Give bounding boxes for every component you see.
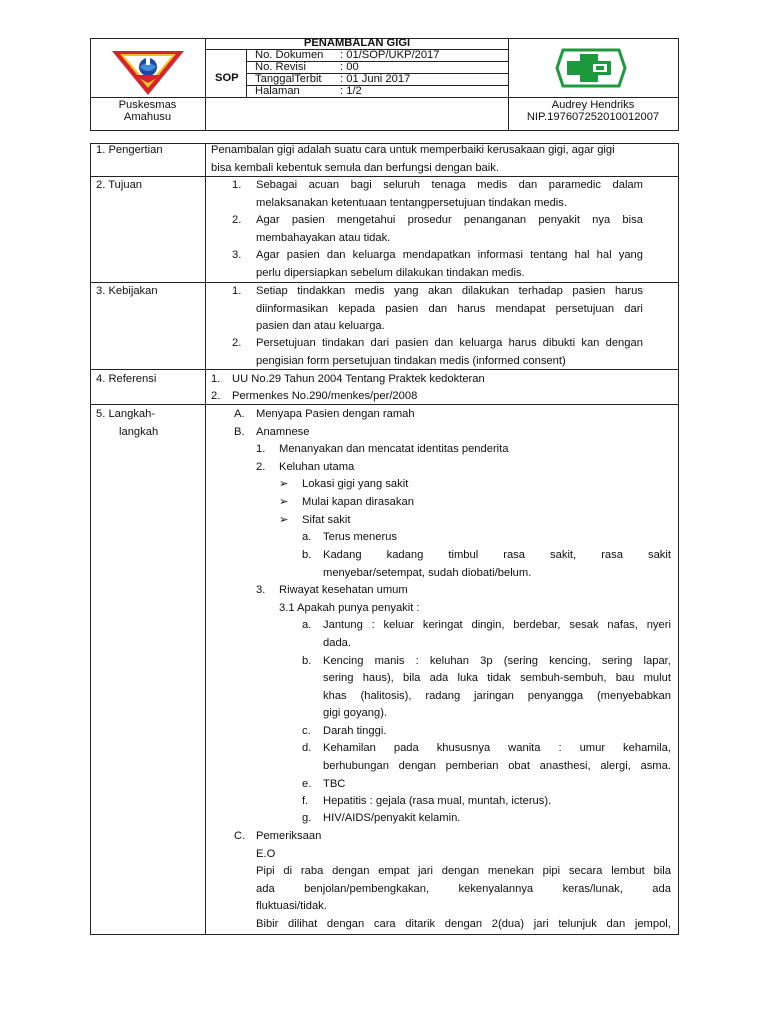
tanggal-value: : 01 Juni 2017	[340, 73, 411, 85]
section-langkah-label-cont: langkah	[119, 426, 159, 438]
penyakit-c-line-1: Darah tinggi.	[323, 725, 387, 737]
sop-label: SOP	[215, 72, 239, 84]
step-b3-num: 3.	[256, 584, 266, 596]
step-c-num: C.	[234, 830, 246, 842]
arrow-bullet-icon: ➢	[279, 514, 289, 526]
penyakit-d-line-2: berhubungan dengan pemberian obat anasthesi, alergi, asma.	[323, 760, 671, 772]
step-b2-text: Keluhan utama	[279, 461, 355, 473]
penyakit-f-num: f.	[302, 795, 309, 807]
tujuan-2-line-1: Agar pasien mengetahui prosedur penanganan penyakit nya bisa	[256, 214, 643, 226]
sop-title: PENAMBALAN GIGI	[303, 37, 411, 49]
arrow-bullet-icon: ➢	[279, 478, 289, 490]
sifat-a-text: Terus menerus	[323, 531, 397, 543]
tujuan-2-num: 2.	[232, 214, 242, 226]
step-b31-text: 3.1 Apakah punya penyakit :	[279, 602, 420, 614]
step-b2-num: 2.	[256, 461, 266, 473]
tujuan-1-num: 1.	[232, 179, 242, 191]
sifat-b-line-2: menyebar/setempat, sudah diobati/belum.	[323, 567, 532, 579]
tujuan-1-line-2: melaksanakan ketentuaan tentangpersetujuan tindakan medis.	[256, 197, 567, 209]
penyakit-c-num: c.	[302, 725, 311, 737]
penyakit-b-num: b.	[302, 655, 312, 667]
tujuan-3-line-1: Agar pasien dan keluarga mendapatkan informasi tentang hal hal yang	[256, 249, 643, 261]
step-b1-text: Menanyakan dan mencatat identitas penderita	[279, 443, 509, 455]
step-a-num: A.	[234, 408, 245, 420]
penyakit-g-line-1: HIV/AIDS/penyakit kelamin.	[323, 812, 461, 824]
section-langkah-label: 5. Langkah-	[96, 408, 156, 420]
step-c-text: Pemeriksaan	[256, 830, 322, 842]
kebijakan-1-num: 1.	[232, 285, 242, 297]
sifat-a-num: a.	[302, 531, 312, 543]
eo-line-3: fluktuasi/tidak.	[256, 900, 327, 912]
penyakit-b-line-1: Kencing manis : keluhan 3p (sering kencing, sering lapar,	[323, 655, 671, 667]
referensi-2-num: 2.	[211, 390, 221, 402]
sifat-b-line-1: Kadang kadang timbul rasa sakit, rasa sakit	[323, 549, 671, 561]
puskesmas-name: Puskesmas	[118, 99, 177, 111]
tanggal-label: TanggalTerbit	[255, 73, 322, 85]
bibir-line: Bibir dilihat dengan cara ditarik dengan 2(dua) jari telunjuk dan jempol,	[256, 918, 671, 930]
kebijakan-2-num: 2.	[232, 337, 242, 349]
no-dokumen-value: : 01/SOP/UKP/2017	[340, 49, 440, 61]
penyakit-e-line-1: TBC	[323, 778, 346, 790]
health-cross-logo-icon	[553, 46, 629, 90]
no-dokumen-label: No. Dokumen	[255, 49, 324, 61]
penyakit-b-line-4: gigi goyang).	[323, 707, 388, 719]
referensi-2-text: Permenkes No.290/menkes/per/2008	[232, 390, 418, 402]
arrow-bullet-icon: ➢	[279, 496, 289, 508]
penyakit-b-line-3: khas (halitosis), radang jaringan penyangga (menyebabkan	[323, 690, 671, 702]
penyakit-d-num: d.	[302, 742, 312, 754]
no-revisi-label: No. Revisi	[255, 61, 306, 73]
section-referensi-label: 4. Referensi	[96, 373, 157, 385]
section-tujuan-label: 2. Tujuan	[96, 179, 143, 191]
penyakit-f-line-1: Hepatitis : gejala (rasa mual, muntah, icterus).	[323, 795, 552, 807]
tujuan-1-line-1: Sebagai acuan bagi seluruh tenaga medis dan paramedic dalam	[256, 179, 643, 191]
penyakit-a-line-2: dada.	[323, 637, 351, 649]
tujuan-3-line-2: perlu dipersiapkan sebelum dilakukan tindakan medis.	[256, 267, 525, 279]
bullet-lokasi: Lokasi gigi yang sakit	[302, 478, 409, 490]
eo-line-2: ada benjolan/pembengkakan, kekenyalannya keras/lunak, ada	[256, 883, 671, 895]
puskesmas-logo-icon	[110, 45, 186, 97]
tujuan-3-num: 3.	[232, 249, 242, 261]
penyakit-b-line-2: sering haus), bila ada luka tidak sembuh-sembuh, bau mulut	[323, 672, 671, 684]
penyakit-a-line-1: Jantung : keluar keringat dingin, berdebar, sesak nafas, nyeri	[323, 619, 671, 631]
penyakit-e-num: e.	[302, 778, 312, 790]
bullet-mulai: Mulai kapan dirasakan	[302, 496, 414, 508]
halaman-label: Halaman	[255, 85, 300, 97]
kebijakan-2-line-1: Persetujuan tindakan dari pasien dan keluarga harus dibukti kan dengan	[256, 337, 643, 349]
kebijakan-1-line-3: pasien dan atau keluarga.	[256, 320, 385, 332]
halaman-value: : 1/2	[340, 85, 362, 97]
step-b-text: Anamnese	[256, 426, 310, 438]
section-pengertian-label: 1. Pengertian	[96, 144, 163, 156]
sifat-b-num: b.	[302, 549, 312, 561]
kebijakan-1-line-2: diinformasikan kepada pasien dan harus mendapat persetujuan dari	[256, 303, 643, 315]
kebijakan-2-line-2: pengisian form persetujuan tindakan medis (informed consent)	[256, 355, 566, 367]
signatory-nip: NIP.197607252010012007	[526, 111, 660, 123]
signatory-name: Audrey Hendriks	[551, 99, 635, 111]
step-b-num: B.	[234, 426, 245, 438]
pengertian-line-2: bisa kembali kebentuk semula dan berfungsi dengan baik.	[211, 162, 499, 174]
tujuan-2-line-2: membahayakan atau tidak.	[256, 232, 391, 244]
kebijakan-1-line-1: Setiap tindakkan medis yang akan dilakukan terhadap pasien harus	[256, 285, 643, 297]
referensi-1-text: UU No.29 Tahun 2004 Tentang Praktek kedokteran	[232, 373, 485, 385]
no-revisi-value: : 00	[340, 61, 359, 73]
penyakit-d-line-1: Kehamilan pada khususnya wanita : umur kehamila,	[323, 742, 671, 754]
step-a-text: Menyapa Pasien dengan ramah	[256, 408, 415, 420]
penyakit-g-num: g.	[302, 812, 312, 824]
pengertian-line-1: Penambalan gigi adalah suatu cara untuk memperbaiki kerusakaan gigi, agar gigi	[211, 144, 615, 156]
bullet-sifat: Sifat sakit	[302, 514, 351, 526]
section-kebijakan-label: 3. Kebijakan	[96, 285, 158, 297]
puskesmas-location: Amahusu	[123, 111, 172, 123]
eo-heading: E.O	[256, 848, 276, 860]
step-b3-text: Riwayat kesehatan umum	[279, 584, 408, 596]
eo-line-1: Pipi di raba dengan empat jari dengan menekan pipi secara lembut bila	[256, 865, 671, 877]
referensi-1-num: 1.	[211, 373, 221, 385]
step-b1-num: 1.	[256, 443, 266, 455]
penyakit-a-num: a.	[302, 619, 312, 631]
